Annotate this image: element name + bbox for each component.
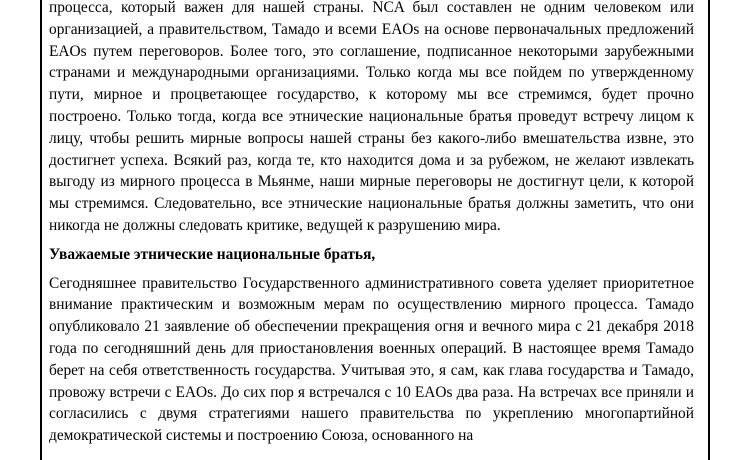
section-heading: Уважаемые этнические национальные братья, [49, 245, 376, 263]
document-body [49, 0, 694, 447]
paragraph-1: процесса, который важен для нашей страны. NCA был составлен не одним человеком или организацией, а правительством, Тамадо и всеми EAOs на основе первоначальных предложений EAOs путем переговоров. Более того, это соглашение, подписанное некоторыми зарубежными странами и международными организациями. Только когда мы все пойдем по утвержденному пути, мирное и процветающее государство, к которому мы все стремимся, будет прочно построено. Только тогда, когда все этнические национальные братья проведут встречу лицом к лицу, чтобы решить мирные вопросы нашей страны без какого-либо вмешательства извне, это достигнет успеха. Всякий раз, когда те, кто находится дома и за рубежом, не желают извлекать выгоду из мирного процесса в Мьянме, наши мирные переговоры не достигнут цели, к которой мы стремимся. Следовательно, все этнические национальные братья должны заметить, что они никогда не должны следовать критике, ведущей к разрушению мира. [49, 0, 694, 234]
page-border-left [40, 0, 42, 460]
paragraph-2: Сегодняшнее правительство Государственного административного совета уделяет приоритетное внимание практическим и возможным мерам по осуществлению мирного процесса. Тамадо опубликовало 21 заявление об обеспечении прекращения огня и вечного мира с 21 декабря 2018 года по сегодняшний день для приостановления военных операций. В настоящее время Тамадо берет на себя ответственность государства. Учитывая это, я сам, как глава государства и Тамадо, провожу встречи с EAOs. До сих пор я встречался с 10 EAOs два раза. На встречах все приняли и согласились с двумя стратегиями нашего правительства по укреплению многопартийной демократической системы и построению Союза, основанного на [49, 274, 694, 445]
page-border-right [708, 0, 710, 460]
